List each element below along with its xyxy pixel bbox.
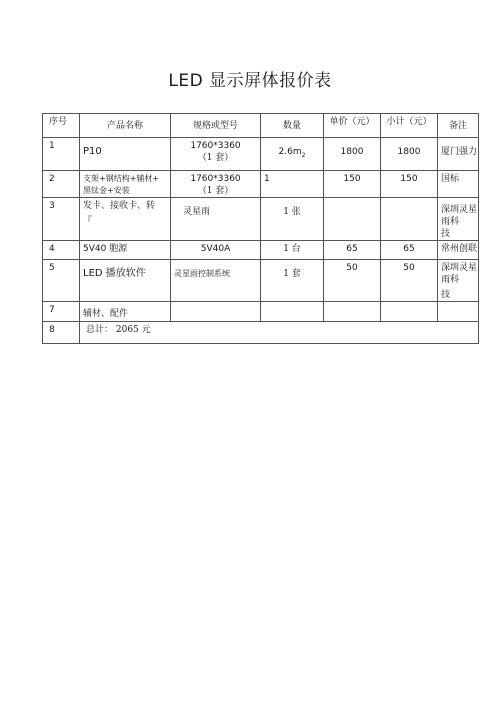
row-spec (171, 302, 261, 322)
header-cell-price (324, 114, 381, 138)
remark-line-1: 深圳灵星雨科 (441, 263, 478, 285)
row-index: 7 (43, 302, 80, 322)
remark-text: 厦门强力 (441, 147, 478, 157)
total-text: 总计： 2065 元 (86, 325, 151, 335)
spec-text: 灵星雨控制系统 (174, 269, 230, 278)
row-qty (261, 171, 324, 198)
product-name-line-1: 发卡、接收卡、转 (83, 201, 156, 211)
row-index: 8 (43, 322, 80, 344)
header-qty-label: 数量 (282, 121, 301, 131)
header-spec-label: 规格或型号 (192, 121, 238, 131)
header-cell-subtotal (381, 114, 438, 138)
qty-text: 2.6m (278, 147, 302, 157)
qty-unit-subscript: 2 (301, 151, 306, 159)
remark-line-1: 深圳灵星雨科 (441, 205, 478, 227)
remark-text: 常州创联 (441, 244, 478, 254)
row-price (324, 198, 381, 241)
row-price (324, 241, 381, 260)
row-remark (438, 198, 479, 241)
qty-text: 1 张 (283, 207, 301, 217)
product-name-text: P10 (83, 146, 102, 157)
header-cell-spec (171, 114, 261, 138)
row-subtotal (381, 260, 438, 302)
table-row (43, 198, 479, 241)
spec-line-2: （1 套） (197, 153, 234, 163)
quote-table (42, 113, 479, 344)
row-price (324, 302, 381, 322)
row-qty (261, 302, 324, 322)
row-subtotal (381, 198, 438, 241)
row-index: 5 (43, 260, 80, 302)
row-qty (261, 241, 324, 260)
row-index: 1 (43, 138, 80, 171)
header-subtotal-label: 小计（元） (386, 117, 432, 127)
header-name-label: 产品名称 (106, 121, 143, 131)
subtotal-text: 1800 (397, 147, 421, 157)
header-cell-name (80, 114, 171, 138)
spec-text: 5V40A (200, 244, 231, 254)
row-subtotal (381, 241, 438, 260)
total-cell (80, 322, 479, 344)
price-text: 50 (346, 263, 358, 273)
price-text: 65 (346, 244, 358, 254)
row-spec (171, 241, 261, 260)
header-price-label: 单价（元） (329, 117, 375, 127)
row-remark (438, 260, 479, 302)
spec-line-2: （1 套） (197, 186, 234, 196)
row-product-name (80, 171, 171, 198)
row-qty (261, 260, 324, 302)
row-remark (438, 302, 479, 322)
table-row (43, 302, 479, 322)
header-index-label: 序号 (49, 117, 68, 127)
product-name-text: 5V40 胞源 (83, 244, 128, 254)
row-price (324, 171, 381, 198)
row-product-name (80, 302, 171, 322)
product-name-line-1: 支架+钢结构+辅材+ (83, 174, 160, 183)
spec-text: 灵星雨 (183, 207, 211, 217)
table-row (43, 138, 479, 171)
price-text: 1800 (340, 147, 364, 157)
product-name-line-2: 黑钛金+安装 (83, 186, 130, 195)
product-name-text: LED 播放软件 (83, 268, 146, 279)
row-product-name (80, 138, 171, 171)
row-remark (438, 171, 479, 198)
row-remark (438, 241, 479, 260)
row-spec (171, 138, 261, 171)
row-product-name (80, 198, 171, 241)
row-spec (171, 260, 261, 302)
row-product-name (80, 260, 171, 302)
table-header-row (43, 114, 479, 138)
row-product-name (80, 241, 171, 260)
subtotal-text: 50 (403, 263, 415, 273)
row-price (324, 138, 381, 171)
row-qty (261, 198, 324, 241)
spec-line-1: 1760*3360 (190, 141, 241, 151)
header-remark-label: 备注 (448, 121, 467, 131)
subtotal-text: 65 (403, 244, 415, 254)
row-spec (171, 198, 261, 241)
header-cell-qty (261, 114, 324, 138)
remark-line-2: 技 (441, 229, 451, 239)
header-cell-remark (438, 114, 479, 138)
row-index: 4 (43, 241, 80, 260)
price-text: 150 (343, 174, 361, 184)
qty-text: 1 (264, 174, 270, 184)
remark-text: 国标 (441, 174, 460, 184)
row-subtotal (381, 138, 438, 171)
qty-text: 1 台 (283, 244, 301, 254)
table-row-total (43, 322, 479, 344)
product-name-text: 辅材、配件 (83, 309, 129, 319)
table-row (43, 171, 479, 198)
row-spec (171, 171, 261, 198)
row-subtotal (381, 171, 438, 198)
table-row (43, 260, 479, 302)
remark-line-2: 技 (441, 290, 451, 300)
row-qty (261, 138, 324, 171)
document-title: LED 显示屏体报价表 (168, 71, 332, 91)
qty-text: 1 套 (283, 269, 301, 279)
row-subtotal (381, 302, 438, 322)
spec-line-1: 1760*3360 (190, 174, 241, 184)
subtotal-text: 150 (400, 174, 418, 184)
table-row (43, 241, 479, 260)
row-price (324, 260, 381, 302)
row-index: 3 (43, 198, 80, 241)
row-remark (438, 138, 479, 171)
product-name-line-2: 『 (83, 216, 93, 226)
row-index: 2 (43, 171, 80, 198)
header-cell-index (43, 114, 80, 138)
